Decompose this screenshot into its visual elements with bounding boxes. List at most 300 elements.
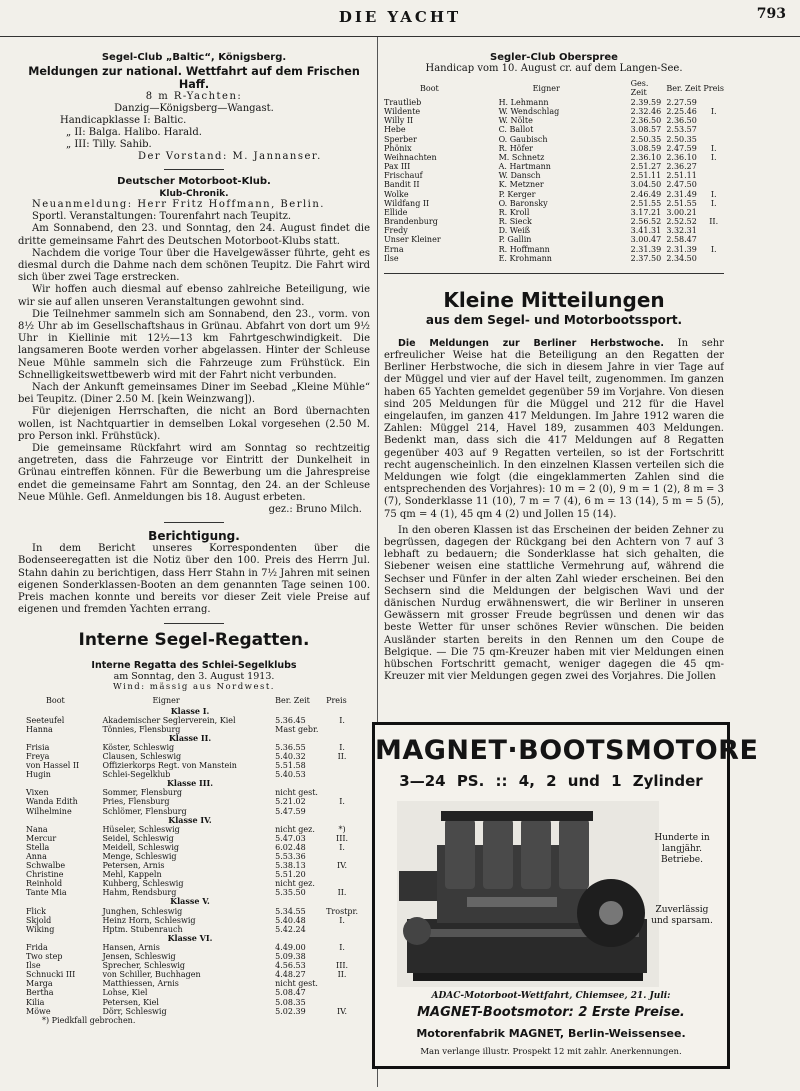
boot-cell: Wildente bbox=[384, 107, 421, 117]
boot-cell: Christine bbox=[26, 870, 64, 880]
eigner-cell: Jensen, Schleswig bbox=[102, 952, 176, 962]
preis-cell: I. bbox=[339, 742, 345, 752]
table-row bbox=[384, 217, 724, 226]
table-row bbox=[384, 190, 724, 199]
table-row bbox=[22, 979, 358, 988]
preis-cell bbox=[703, 235, 724, 244]
zeit-cell: nicht gest. bbox=[275, 979, 318, 989]
baltic-club: Segel-Club „Baltic“, Königsberg. bbox=[101, 52, 287, 63]
eigner-cell: A. Hartmann bbox=[498, 162, 551, 172]
table-row bbox=[22, 761, 358, 770]
boot-cell: Frida bbox=[26, 942, 48, 952]
interne-sub: Interne Regatta des Schlei-Segelklubs bbox=[91, 659, 297, 671]
zeit-cell: 5.40.48 bbox=[275, 915, 306, 925]
preis-cell bbox=[326, 807, 358, 816]
motorboot-p4: Nachdem die vorige Tour über die Havelgewässer führte, geht es diesmal durch die Dahme nach dem schönen Teupitz. Die Fahrt wird sich über zwei Tage erstrecken. bbox=[18, 247, 370, 284]
eigner-cell: Hahm, Rendsburg bbox=[102, 888, 177, 898]
klasse-row bbox=[22, 816, 358, 825]
ber-zeit-cell: 2.51.11 bbox=[666, 171, 697, 181]
kleine-sub: aus dem Segel- und Motorbootssport. bbox=[425, 312, 683, 327]
eigner-cell: K. Metzner bbox=[498, 180, 544, 190]
interne-table bbox=[22, 696, 358, 1016]
table-row bbox=[22, 961, 358, 970]
ges-zeit-cell: 2.39.59 bbox=[630, 98, 662, 107]
boot-cell: Trautlieb bbox=[384, 98, 422, 107]
boot-cell: Nana bbox=[26, 824, 48, 834]
col-eigner: Eigner bbox=[532, 83, 560, 93]
eigner-cell: P. Gallin bbox=[498, 235, 532, 245]
table-row bbox=[22, 916, 358, 925]
col-boot: Boot bbox=[420, 83, 439, 93]
klasse-row bbox=[22, 934, 358, 943]
oberspree-sub: Handicap vom 10. August cr. auf dem Langen-See. bbox=[425, 63, 683, 74]
eigner-cell: H. Lehmann bbox=[498, 98, 549, 107]
ad-prize: MAGNET-Bootsmotor: 2 Erste Preise. bbox=[417, 1005, 685, 1020]
ad-title: MAGNET·BOOTSMOTORE bbox=[375, 735, 759, 766]
eigner-cell: Meidell, Schleswig bbox=[102, 842, 180, 852]
eigner-cell: Matthiessen, Arnis bbox=[102, 979, 179, 989]
ges-zeit-cell: 2.51.11 bbox=[630, 171, 662, 181]
zeit-cell: nicht gest. bbox=[275, 788, 318, 798]
ges-zeit-cell: 2.56.52 bbox=[630, 217, 662, 227]
preis-cell bbox=[703, 98, 724, 107]
col-ber-zeit: Ber. Zeit bbox=[666, 83, 702, 93]
table-row bbox=[22, 970, 358, 979]
preis-cell bbox=[326, 725, 358, 734]
preis-cell bbox=[703, 254, 724, 263]
preis-cell: I. bbox=[710, 189, 717, 199]
preis-cell: I. bbox=[339, 915, 345, 925]
preis-cell bbox=[703, 208, 724, 217]
boot-cell: Brandenburg bbox=[384, 217, 438, 227]
zeit-cell: 5.47.59 bbox=[275, 806, 306, 816]
preis-cell: III. bbox=[336, 961, 349, 971]
klasse-row bbox=[22, 779, 358, 788]
ges-zeit-cell: 3.08.59 bbox=[630, 143, 662, 153]
eigner-cell: Menge, Schleswig bbox=[102, 852, 177, 861]
klasse-label: Klasse III. bbox=[166, 778, 214, 789]
klasse-label: Klasse I. bbox=[170, 705, 210, 716]
table-row bbox=[22, 825, 358, 834]
klasse-row bbox=[22, 707, 358, 716]
boot-cell: Flick bbox=[26, 906, 46, 916]
table-row bbox=[384, 107, 724, 116]
kleine-p1 bbox=[384, 338, 724, 521]
eigner-cell: W. Dansch bbox=[498, 171, 541, 181]
kleine-p2: In den oberen Klassen ist das Erscheinen der beiden Zehner zu begrüssen, dagegen der Rückgang bei den Achtern von 7 auf 3 lebhaft zu bedauern; die Sonderklasse hat sich gehalten, die Siebener weisen eine stattliche Vermehrung auf, während die Sechser und Fünfer in der alten Zahl wieder erscheinen. Bei den Sechsern sind die Meldungen der belgischen Wavi und der dänischen Nurdug erwähnenswert, die wir Berliner in unseren Gewässern mit grosser Freude begrüssen und denen wir das beste Wetter für unser schönes Revier wünschen. Die beiden Ausländer starten bereits in den Rennen um den Coupe de Belgique. — Die 75 qm-Kreuzer haben mit vier Meldungen einen hübschen Fortschritt gemacht, weniger dagegen die 45 qm-Kreuzer mit vier Meldungen gegen zwei des Vorjahres. Die Jollen bbox=[384, 524, 724, 683]
table-row bbox=[384, 180, 724, 189]
ber-zeit-cell: 2.53.57 bbox=[666, 125, 697, 135]
zeit-cell: 4.48.27 bbox=[275, 970, 306, 980]
ber-zeit-cell: 2.47.50 bbox=[666, 180, 697, 190]
boot-cell: Hugin bbox=[26, 770, 51, 780]
zeit-cell: 5.42.24 bbox=[275, 924, 306, 934]
zeit-cell: 5.51.58 bbox=[275, 761, 306, 771]
ges-zeit-cell: 2.51.55 bbox=[630, 198, 662, 208]
baltic-yachts-line: 8 m R-Yachten: bbox=[145, 91, 243, 102]
separator bbox=[164, 169, 224, 170]
interne-footnote: *) Piedkfall gebrochen. bbox=[42, 1015, 136, 1025]
ber-zeit-cell: 2.34.50 bbox=[666, 253, 697, 263]
eigner-cell: Dörr, Schleswig bbox=[102, 1006, 167, 1016]
boot-cell: Stella bbox=[26, 842, 50, 852]
boot-cell: Vixen bbox=[26, 788, 49, 798]
eigner-cell: M. Schnetz bbox=[498, 152, 545, 162]
boot-cell: Freya bbox=[26, 751, 50, 761]
preis-cell bbox=[326, 988, 358, 997]
boot-cell: Hanna bbox=[26, 724, 53, 734]
zeit-cell: Mast gebr. bbox=[275, 724, 319, 734]
journal-title: DIE YACHT bbox=[338, 8, 462, 26]
ber-zeit-cell: 2.52.52 bbox=[666, 217, 697, 227]
table-row bbox=[22, 870, 358, 879]
preis-cell: I. bbox=[339, 797, 345, 807]
zeit-cell: 5.38.13 bbox=[275, 861, 306, 871]
ber-zeit-cell: 2.36.27 bbox=[666, 162, 697, 172]
col-preis: Preis bbox=[703, 83, 724, 93]
boot-cell: Unser Kleiner bbox=[384, 235, 441, 245]
preis-cell bbox=[326, 998, 358, 1007]
preis-cell: III. bbox=[336, 833, 349, 843]
ges-zeit-cell: 2.46.49 bbox=[630, 189, 662, 199]
boot-cell: von Hassel II bbox=[26, 761, 80, 771]
table-row bbox=[384, 135, 724, 144]
boot-cell: Erna bbox=[384, 244, 404, 254]
table-row bbox=[22, 907, 358, 916]
boot-cell: Pax III bbox=[384, 162, 411, 172]
boot-cell: Willy II bbox=[384, 116, 414, 126]
ad-side-note-2: Zuverlässig und sparsam. bbox=[651, 905, 713, 926]
boot-cell: Möwe bbox=[26, 1006, 51, 1016]
preis-cell: II. bbox=[337, 751, 347, 761]
preis-cell bbox=[326, 979, 358, 988]
motorboot-p1: Neuanmeldung: Herr Fritz Hoffmann, Berlin. bbox=[32, 199, 325, 210]
eigner-cell: O. Baronsky bbox=[498, 198, 548, 208]
table-row bbox=[22, 879, 358, 888]
preis-cell: I. bbox=[339, 715, 345, 725]
table-row bbox=[22, 852, 358, 861]
table-row bbox=[22, 788, 358, 797]
boot-cell: Bertha bbox=[26, 988, 54, 998]
eigner-cell: Köster, Schleswig bbox=[102, 742, 175, 752]
ges-zeit-cell: 3.41.31 bbox=[630, 226, 662, 236]
preis-cell: I. bbox=[710, 198, 717, 208]
zeit-cell: 5.40.53 bbox=[275, 770, 306, 780]
table-row bbox=[22, 716, 358, 725]
oberspree-club: Segler-Club Oberspree bbox=[490, 52, 618, 63]
eigner-cell: C. Ballot bbox=[498, 125, 534, 135]
ad-ps: 3—24 PS. bbox=[399, 772, 485, 790]
preis-cell: I. bbox=[710, 244, 717, 254]
eigner-cell: Offizierkorps Regt. von Manstein bbox=[102, 761, 237, 771]
ad-cylinders: 4, 2 und 1 Zylinder bbox=[518, 772, 703, 790]
boot-cell: Ilse bbox=[26, 961, 41, 971]
zeit-cell: 5.51.20 bbox=[275, 870, 306, 880]
engine-illustration bbox=[397, 801, 659, 987]
boot-cell: Seeteufel bbox=[26, 715, 65, 725]
eigner-cell: R. Kroll bbox=[498, 207, 530, 217]
boot-cell: Wilhelmine bbox=[26, 806, 72, 816]
page-header bbox=[0, 4, 800, 26]
col-boot: Boot bbox=[46, 695, 65, 705]
preis-cell: I. bbox=[710, 107, 717, 117]
boot-cell: Ilse bbox=[384, 253, 399, 263]
zeit-cell: 5.34.55 bbox=[275, 906, 306, 916]
preis-cell: I. bbox=[710, 152, 717, 162]
preis-cell: IV. bbox=[337, 861, 348, 871]
boot-cell: Schwalbe bbox=[26, 861, 66, 871]
zeit-cell: 5.08.35 bbox=[275, 997, 306, 1007]
col-ber-zeit: Ber. Zeit bbox=[275, 695, 310, 705]
preis-cell bbox=[703, 180, 724, 189]
ges-zeit-cell: 2.50.35 bbox=[630, 134, 662, 144]
motorboot-signature: gez.: Bruno Milch. bbox=[268, 504, 362, 516]
eigner-cell: Kuhberg, Schleswig bbox=[102, 879, 184, 889]
table-row bbox=[22, 743, 358, 752]
page-number: 793 bbox=[756, 6, 786, 22]
boot-cell: Frisia bbox=[26, 742, 50, 752]
col-eigner: Eigner bbox=[152, 695, 180, 705]
zeit-cell: 5.35.50 bbox=[275, 888, 306, 898]
boot-cell: Ellide bbox=[384, 207, 408, 217]
ber-zeit-cell: 2.36.10 bbox=[666, 152, 697, 162]
preis-cell bbox=[326, 879, 358, 888]
interne-section bbox=[18, 630, 370, 1026]
boot-cell: Wolke bbox=[384, 189, 409, 199]
table-row bbox=[384, 235, 724, 244]
boot-cell: Kilia bbox=[26, 997, 45, 1007]
ges-zeit-cell: 3.00.47 bbox=[630, 235, 662, 245]
boot-cell: Marga bbox=[26, 979, 53, 989]
eigner-cell: Junghen, Schleswig bbox=[102, 906, 183, 916]
boot-cell: Schnucki III bbox=[26, 970, 76, 980]
baltic-class-1: Handicapklasse I: Baltic. bbox=[60, 115, 187, 126]
kleine-title: Kleine Mitteilungen bbox=[443, 287, 665, 312]
ges-zeit-cell: 3.17.21 bbox=[630, 207, 662, 217]
eigner-cell: R. Sieck bbox=[498, 217, 532, 227]
preis-cell bbox=[703, 226, 724, 235]
zeit-cell: nicht gez. bbox=[275, 879, 315, 889]
preis-cell bbox=[703, 116, 724, 125]
motorboot-p2: Sportl. Veranstaltungen: Tourenfahrt nach Teupitz. bbox=[32, 211, 292, 223]
ad-event: ADAC-Motorboot-Wettfahrt, Chiemsee, 21. Juli: bbox=[431, 991, 671, 1001]
eigner-cell: Pries, Flensburg bbox=[102, 797, 170, 807]
section-rule bbox=[384, 273, 724, 274]
zeit-cell: 5.08.47 bbox=[275, 988, 306, 998]
interne-date: am Sonntag, den 3. August 1913. bbox=[113, 670, 275, 682]
kleine-p1-text: In sehr erfreulicher Weise hat die Beteiligung an den Regatten der Berliner Herbstwoche, die sich in diesem Jahre in vier Tage auf der Müggel und vier auf der Havel teilt, zugenommen. Im ganzen haben 65 Yachten gemeldet gegenüber 59 im Vorjahre. Von diesen sind 205 Meldungen für die Müggel und 212 für die Havel eingelaufen, im ganzen 417 Meldungen. Im Jahre 1912 waren die Zahlen: Müggel 214, Havel 189, zusammen 403 Meldungen. Bedenkt man, dass sich die 417 Meldungen auf 8 Regatten gegenüber 403 auf 9 Regatten verteilen, so ist der Fortschritt recht augenscheinlich. In den einzelnen Klassen verteilen sich die Meldungen wie folgt (die eingeklammerten Zahlen sind die entsprechenden des Vorjahres): 10 m = 2 (0), 9 m = 1 (2), 8 m = 3 (7), Sonderklasse 11 (10), 7 m = 7 (4), 6 m = 13 (14), 5 m = 5 (5), 75 qm = 4 (1), 45 qm 4 (2) und Jollen 15 (14). bbox=[384, 337, 724, 520]
zeit-cell: 5.53.36 bbox=[275, 852, 306, 861]
eigner-cell: Mehl, Kappeln bbox=[102, 870, 162, 880]
preis-cell: II. bbox=[709, 217, 719, 227]
table-row bbox=[22, 843, 358, 852]
eigner-cell: Petersen, Kiel bbox=[102, 997, 159, 1007]
preis-cell bbox=[703, 125, 724, 134]
eigner-cell: Schlömer, Flensburg bbox=[102, 806, 187, 816]
eigner-cell: Sommer, Flensburg bbox=[102, 788, 183, 798]
motorboot-p5: Wir hoffen auch diesmal auf ebenso zahlreiche Beteiligung, wie wir sie auf allen unseren Veranstaltungen gewohnt sind. bbox=[18, 284, 370, 308]
kleine-section bbox=[384, 288, 724, 684]
table-row bbox=[22, 998, 358, 1007]
boot-cell: Tante Mia bbox=[26, 888, 67, 898]
eigner-cell: Clausen, Schleswig bbox=[102, 751, 182, 761]
ad-company: Motorenfabrik MAGNET, Berlin-Weissensee. bbox=[416, 1027, 686, 1040]
table-row bbox=[384, 162, 724, 171]
ber-zeit-cell: 2.36.50 bbox=[666, 116, 697, 126]
preis-cell bbox=[703, 162, 724, 171]
motorboot-p7: Nach der Ankunft gemeinsames Diner im Seebad „Kleine Mühle“ bei Teupitz. (Diner 2.50 M. [kein Weinzwang]). bbox=[18, 382, 370, 406]
preis-cell bbox=[326, 761, 358, 770]
baltic-section bbox=[18, 52, 370, 163]
zeit-cell: 5.09.38 bbox=[275, 952, 306, 962]
boot-cell: Reinhold bbox=[26, 879, 63, 889]
motorboot-p6: Die Teilnehmer sammeln sich am Sonnabend, den 23., vorm. von 8½ Uhr ab im Gesellschaftshaus in Grünau. Abfahrt von dort um 9½ Uhr in Kiellinie mit 12½—13 km Fahrtgeschwindigkeit. Die langsameren Boote werden vorher abgelassen. Hinter der Schleuse Neue Mühle sammeln sich die Fahrzeuge zum Frühstück. Ein Schnelligkeitswettbewerb wird mit der Fahrt nicht verbunden. bbox=[18, 308, 370, 381]
interne-title: Interne Segel-Regatten. bbox=[78, 629, 310, 650]
boot-cell: Skjold bbox=[26, 915, 52, 925]
ad-side-note-1: Hunderte in langjähr. Betriebe. bbox=[654, 833, 710, 865]
table-row bbox=[22, 797, 358, 806]
table-row bbox=[22, 952, 358, 961]
table-row bbox=[384, 199, 724, 208]
motorboot-p9: Die gemeinsame Rückfahrt wird am Sonntag so rechtzeitig angetreten, dass die Fahrzeuge vor Eintritt der Dunkelheit in Grünau eintreffen können. Für die Bewerbung um die Jahrespreise endet die gemeinsame Fahrt am Sonntag, den 24. an der Schleuse Neue Mühle. Gefl. Anmeldungen bis 18. August erbeten. bbox=[18, 443, 370, 503]
header-rule bbox=[0, 36, 800, 37]
preis-cell: I. bbox=[339, 842, 345, 852]
eigner-cell: Petersen, Arnis bbox=[102, 861, 165, 871]
ber-zeit-cell: 3.00.21 bbox=[666, 207, 697, 217]
preis-cell: II. bbox=[337, 888, 347, 898]
baltic-class-2: „ II: Balga. Halibo. Harald. bbox=[66, 127, 202, 138]
boot-cell: Frischauf bbox=[384, 171, 423, 181]
eigner-cell: Hüseler, Schleswig bbox=[102, 824, 180, 834]
preis-cell: I. bbox=[339, 942, 345, 952]
preis-cell bbox=[326, 870, 358, 879]
berichtigung-title: Berichtigung. bbox=[148, 529, 240, 544]
left-column bbox=[18, 38, 370, 1088]
boot-cell: Mercur bbox=[26, 833, 57, 843]
motorboot-section bbox=[18, 176, 370, 516]
boot-cell: Sperber bbox=[384, 134, 417, 144]
eigner-cell: E. Krohmann bbox=[498, 253, 552, 263]
ges-zeit-cell: 2.32.46 bbox=[630, 107, 662, 117]
eigner-cell: Seidel, Schleswig bbox=[102, 833, 174, 843]
baltic-headline: Meldungen zur national. Wettfahrt auf dem Frischen Haff. bbox=[28, 65, 360, 91]
ber-zeit-cell: 2.27.59 bbox=[666, 98, 697, 107]
preis-cell bbox=[703, 135, 724, 144]
klasse-label: Klasse VI. bbox=[167, 932, 213, 943]
klasse-label: Klasse IV. bbox=[168, 814, 212, 825]
boot-cell: Two step bbox=[26, 952, 63, 962]
table-row bbox=[384, 144, 724, 153]
preis-cell bbox=[326, 952, 358, 961]
berichtigung-text: In dem Bericht unseres Korrespondenten über die Bodenseeregatten ist die Notiz über den 100. Preis des Herrn Jul. Stahn dahin zu berichtigen, dass Herr Stahn in 7½ Jahren mit seinen eigenen Sonderklassen-Booten an dem genannten Tage seinen 100. Preis machen konnte und bereits vor dieser Zeit viele Preise auf eigenen und fremden Yachten errang. bbox=[18, 543, 370, 616]
preis-cell bbox=[703, 171, 724, 180]
eigner-cell: Lohse, Kiel bbox=[102, 988, 148, 998]
zeit-cell: nicht gez. bbox=[275, 824, 315, 834]
table-row bbox=[384, 153, 724, 162]
eigner-cell: R. Hoffmann bbox=[498, 244, 550, 254]
table-row bbox=[384, 245, 724, 254]
ges-zeit-cell: 2.36.10 bbox=[630, 152, 662, 162]
zeit-cell: 4.49.00 bbox=[275, 942, 306, 952]
zeit-cell: 5.21.02 bbox=[275, 797, 306, 807]
eigner-cell: Hansen, Arnis bbox=[102, 942, 160, 952]
motorboot-sub: Klub-Chronik. bbox=[159, 189, 229, 199]
separator bbox=[164, 623, 224, 624]
eigner-cell: von Schiller, Buchhagen bbox=[102, 970, 201, 980]
table-row bbox=[384, 98, 724, 107]
magnet-advertisement bbox=[372, 722, 759, 1069]
col-ges-zeit: Ges. Zeit bbox=[630, 79, 649, 97]
eigner-cell: O. Gaubisch bbox=[498, 134, 548, 144]
table-row bbox=[22, 861, 358, 870]
preis-cell bbox=[326, 925, 358, 934]
ber-zeit-cell: 2.47.59 bbox=[666, 143, 697, 153]
oberspree-table bbox=[384, 79, 724, 263]
eigner-cell: W. Nölte bbox=[498, 116, 533, 126]
baltic-yachts: Danzig—Königsberg—Wangast. bbox=[114, 103, 274, 114]
table-row bbox=[22, 1007, 358, 1016]
eigner-cell: R. Höfer bbox=[498, 143, 533, 153]
ges-zeit-cell: 2.51.27 bbox=[630, 162, 662, 172]
eigner-cell: D. Weiß bbox=[498, 226, 530, 236]
boot-cell: Wiking bbox=[26, 924, 55, 934]
klasse-label: Klasse II. bbox=[168, 732, 212, 743]
boot-cell: Bandit II bbox=[384, 180, 420, 190]
eigner-cell: Sprecher, Schleswig bbox=[102, 961, 186, 971]
interne-wind: Wind: mässig aus Nordwest. bbox=[113, 681, 275, 692]
klasse-label: Klasse V. bbox=[170, 896, 210, 907]
boot-cell: Wildfang II bbox=[384, 198, 430, 208]
ges-zeit-cell: 2.31.39 bbox=[630, 244, 662, 254]
klasse-row bbox=[22, 734, 358, 743]
boot-cell: Phönix bbox=[384, 143, 412, 153]
zeit-cell: 5.36.45 bbox=[275, 715, 306, 725]
table-row bbox=[384, 208, 724, 217]
preis-cell: II. bbox=[337, 970, 347, 980]
zeit-cell: 6.02.48 bbox=[275, 842, 306, 852]
eigner-cell: Tönnies, Flensburg bbox=[102, 724, 181, 734]
eigner-cell: Hptm. Stubenrauch bbox=[102, 924, 183, 934]
motorboot-p8: Für diejenigen Herrschaften, die nicht an Bord übernachten wollen, ist Nachtquartier in demselben Lokal vorgesehen (2.50 M. pro Person inkl. Frühstück). bbox=[18, 406, 370, 442]
baltic-signature: Der Vorstand: M. Jannanser. bbox=[138, 151, 322, 162]
ber-zeit-cell: 3.32.31 bbox=[666, 226, 697, 236]
preis-cell: Trostpr. bbox=[326, 906, 358, 916]
ges-zeit-cell: 2.37.50 bbox=[630, 253, 662, 263]
col-preis: Preis bbox=[326, 695, 347, 705]
berichtigung-section bbox=[18, 529, 370, 616]
preis-cell bbox=[326, 770, 358, 779]
preis-cell: IV. bbox=[337, 1006, 348, 1016]
separator bbox=[164, 522, 224, 523]
ges-zeit-cell: 3.08.57 bbox=[630, 125, 662, 135]
preis-cell bbox=[326, 788, 358, 797]
table-row bbox=[384, 116, 724, 125]
table-row bbox=[384, 254, 724, 263]
table-row bbox=[22, 988, 358, 997]
ber-zeit-cell: 2.51.55 bbox=[666, 198, 697, 208]
table-row bbox=[22, 943, 358, 952]
table-row bbox=[384, 171, 724, 180]
oberspree-section bbox=[384, 52, 724, 263]
eigner-cell: Schlei-Segelklub bbox=[102, 770, 171, 780]
zeit-cell: 5.36.55 bbox=[275, 742, 306, 752]
boot-cell: Weihnachten bbox=[384, 152, 437, 162]
ber-zeit-cell: 2.25.46 bbox=[666, 107, 697, 117]
boot-cell: Anna bbox=[26, 852, 47, 861]
motorboot-p3: Am Sonnabend, den 23. und Sonntag, den 24. August findet die dritte gemeinsame Fahrt des Deutschen Motorboot-Klubs statt. bbox=[18, 223, 370, 247]
ber-zeit-cell: 2.31.49 bbox=[666, 189, 697, 199]
kleine-p1-lead: Die Meldungen zur Berliner Herbstwoche. bbox=[398, 337, 664, 349]
